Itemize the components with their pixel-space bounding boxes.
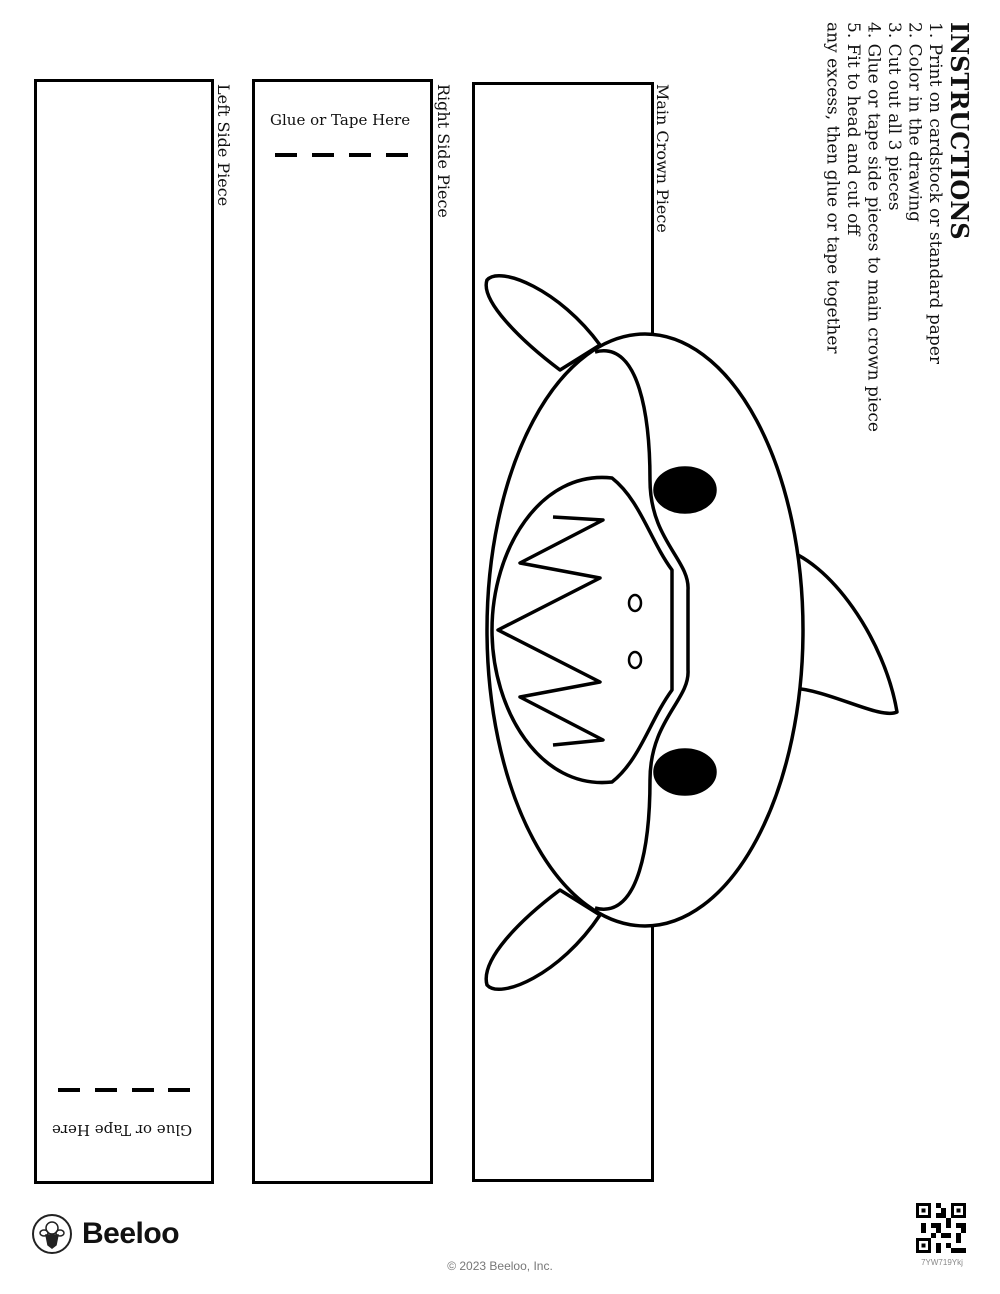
- instruction-step: 4. Glue or tape side pieces to main crown piece: [863, 22, 884, 432]
- shark-nostril: [629, 595, 641, 611]
- instruction-step: 2. Color in the drawing: [904, 22, 925, 223]
- shark-fin-bottom: [486, 890, 600, 989]
- brand-name: Beeloo: [82, 1217, 180, 1250]
- main-crown-piece-label: Main Crown Piece: [653, 84, 672, 233]
- shark-eye-top: [655, 468, 715, 512]
- copyright: © 2023 Beeloo, Inc.: [447, 1259, 553, 1273]
- shark-nostril: [629, 652, 641, 668]
- left-side-piece-label: Left Side Piece: [214, 84, 233, 207]
- beeloo-logo: [32, 1214, 179, 1254]
- shark-eye-bottom: [655, 750, 715, 794]
- instructions-title: INSTRUCTIONS: [945, 22, 974, 240]
- instruction-step: 5. Fit to head and cut off: [843, 22, 863, 236]
- glue-label-right: Glue or Tape Here: [270, 111, 411, 129]
- qr-code-id: 7YW719Ykj: [921, 1258, 963, 1267]
- bee-icon: [32, 1214, 72, 1254]
- instructions: [822, 22, 974, 432]
- instruction-step: any excess, then glue or tape together: [822, 22, 843, 354]
- instruction-step: 3. Cut out all 3 pieces: [884, 22, 904, 211]
- qr-code-icon: [916, 1203, 966, 1253]
- glue-label-left: Glue or Tape Here: [52, 1121, 193, 1139]
- right-side-piece-label: Right Side Piece: [434, 84, 453, 218]
- instruction-step: 1. Print on cardstock or standard paper: [925, 22, 945, 365]
